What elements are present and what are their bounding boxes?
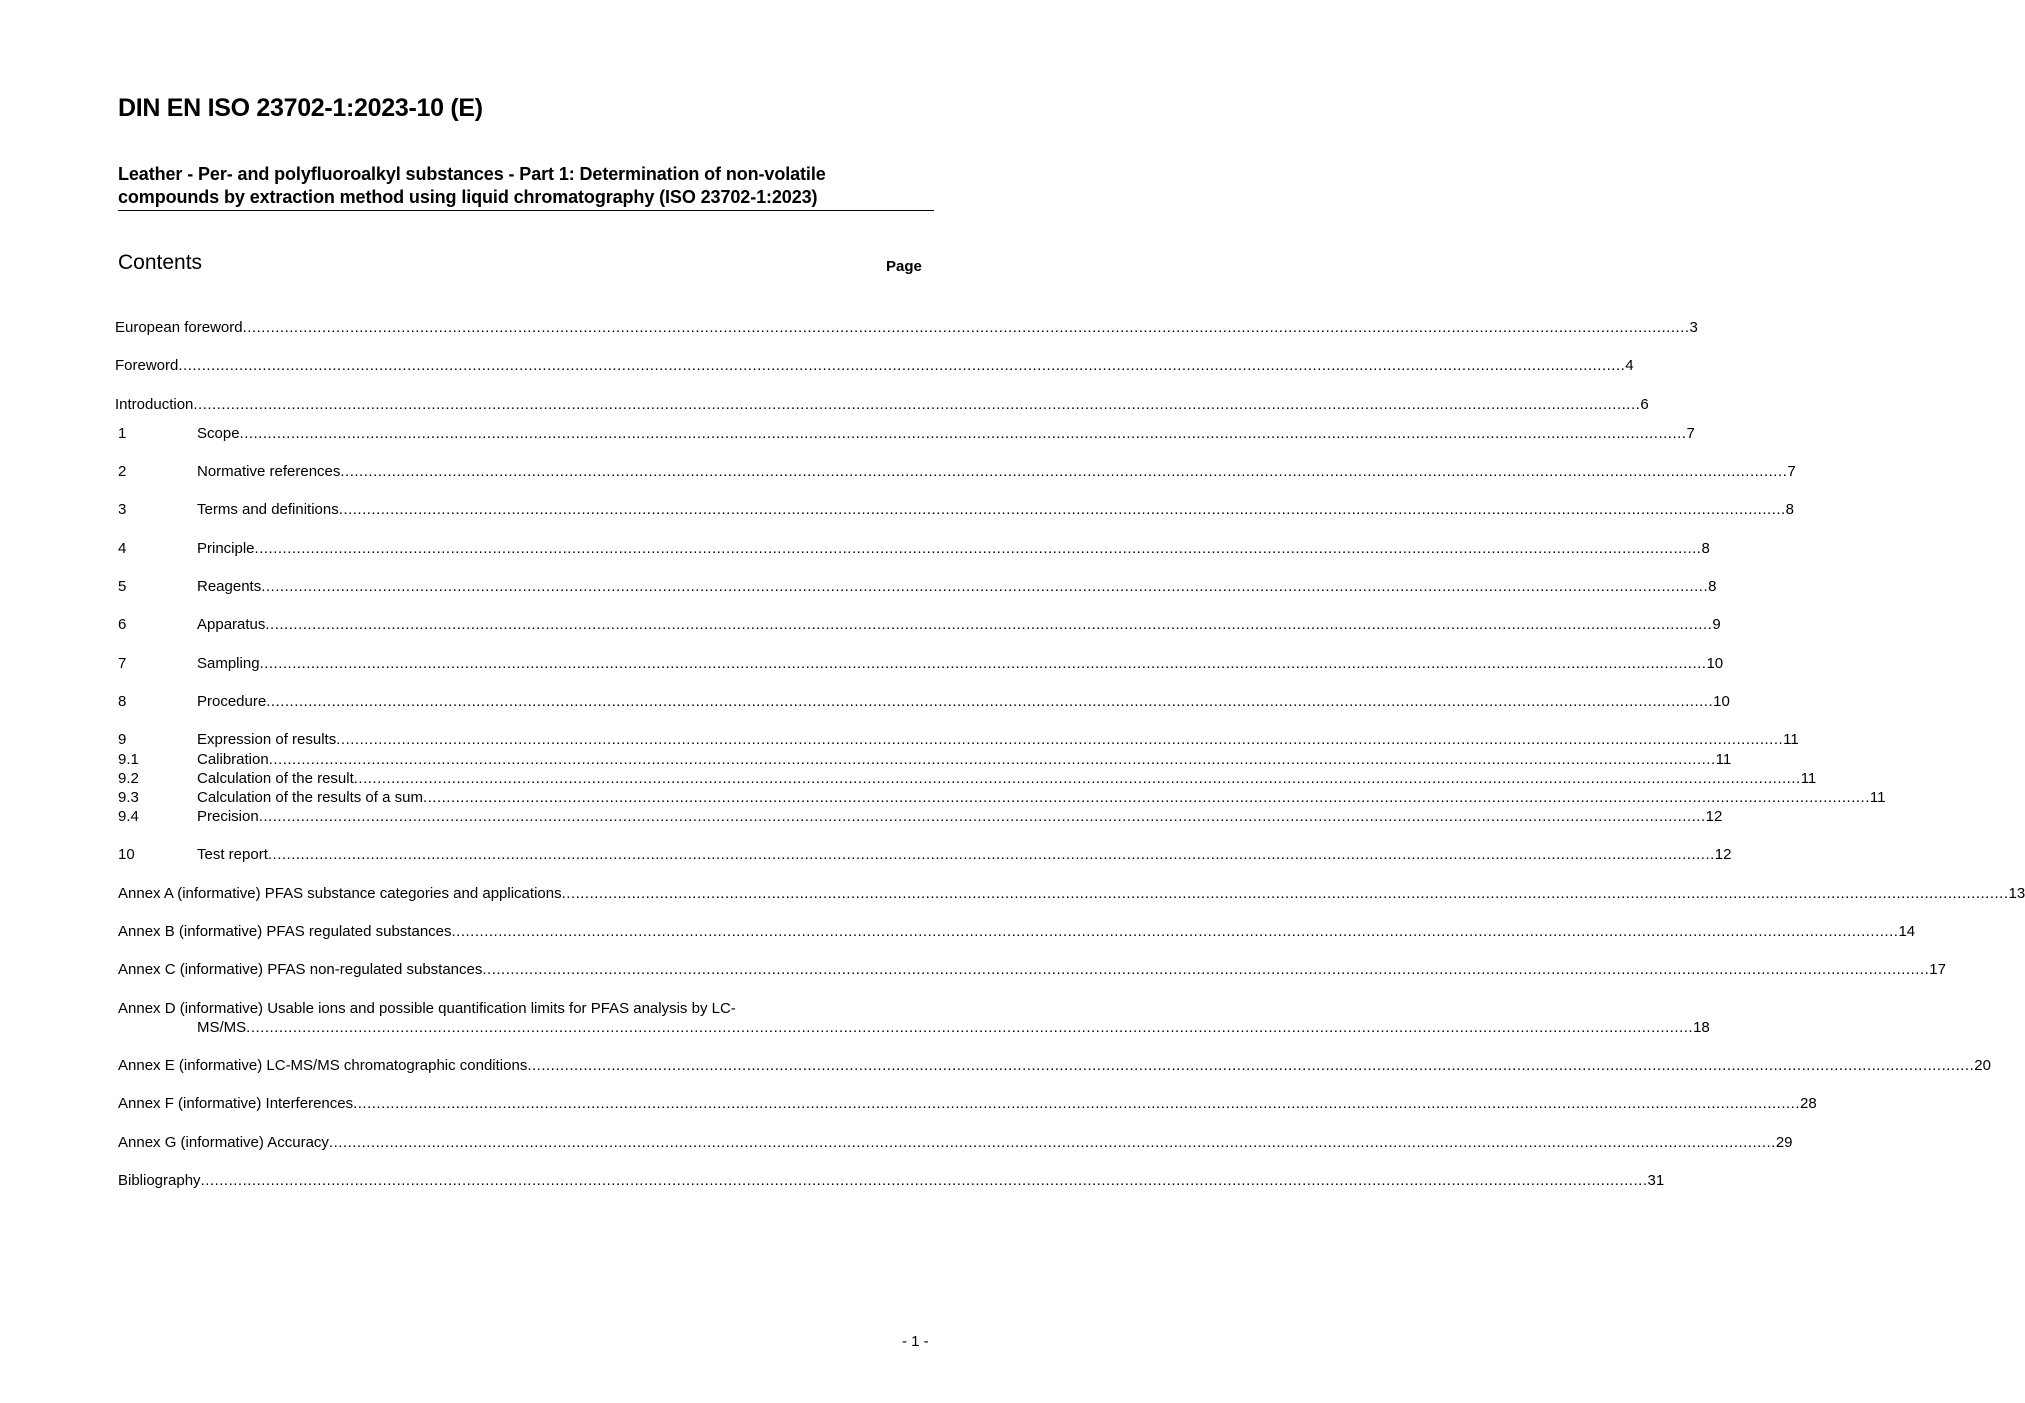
toc-page-number: 10 bbox=[1706, 655, 1724, 672]
toc-leader bbox=[482, 960, 1929, 980]
toc-leader bbox=[261, 577, 1708, 597]
toc-leader bbox=[353, 1094, 1800, 1114]
toc-leader bbox=[269, 750, 1716, 770]
toc-page-number: 6 bbox=[1640, 396, 1649, 413]
toc-page-number: 13 bbox=[2008, 885, 2025, 902]
toc-leader bbox=[193, 395, 1640, 415]
toc-entry-annex-b[interactable]: Annex B (informative) PFAS regulated substances ..... 14 bbox=[118, 922, 920, 942]
toc-page-number: 29 bbox=[1775, 1134, 1793, 1151]
subtitle-line-2: compounds by extraction method using liquid chromatography (ISO 23702-1:2023) bbox=[118, 187, 818, 207]
toc-page-number: 9 bbox=[1712, 616, 1721, 633]
toc-section-number: 3 bbox=[118, 501, 127, 518]
toc-entry-expression-of-results[interactable]: 9 Expression of results ..... 11 bbox=[118, 730, 920, 750]
toc-entry-bibliography[interactable]: Bibliography ..... 31 bbox=[118, 1171, 920, 1191]
toc-page-number: 28 bbox=[1800, 1095, 1817, 1112]
toc-section-number: 10 bbox=[118, 846, 135, 863]
toc-entry-procedure[interactable]: 8 Procedure ..... 10 bbox=[118, 692, 920, 712]
toc-entry-annex-g[interactable]: Annex G (informative) Accuracy ..... 29 bbox=[118, 1133, 920, 1153]
toc-section-number: 4 bbox=[118, 540, 127, 557]
toc-section-number: 1 bbox=[118, 425, 127, 442]
toc-leader bbox=[340, 462, 1787, 482]
toc-entry-annex-f[interactable]: Annex F (informative) Interferences ..... 28 bbox=[118, 1094, 920, 1114]
toc-leader bbox=[452, 922, 1899, 942]
toc-page-number: 7 bbox=[1787, 463, 1796, 480]
toc-page-number: 7 bbox=[1686, 425, 1695, 442]
toc-page-number: 8 bbox=[1701, 540, 1710, 557]
toc-page-number: 11 bbox=[1800, 770, 1817, 787]
subtitle-line-1: Leather - Per- and polyfluoroalkyl substances - Part 1: Determination of non-volatile bbox=[118, 164, 826, 184]
document-title: DIN EN ISO 23702-1:2023-10 (E) bbox=[118, 94, 483, 122]
toc-page-number: 11 bbox=[1715, 751, 1732, 768]
toc-leader bbox=[201, 1171, 1648, 1191]
toc-entry-terms-and-definitions[interactable]: 3 Terms and definitions ..... 8 bbox=[118, 500, 920, 520]
toc-section-number: 8 bbox=[118, 693, 127, 710]
footer-page-number: - 1 - bbox=[902, 1333, 929, 1350]
toc-leader bbox=[240, 424, 1687, 444]
toc-entry-normative-references[interactable]: 2 Normative references ..... 7 bbox=[118, 462, 920, 482]
toc-entry-reagents[interactable]: 5 Reagents ..... 8 bbox=[118, 577, 920, 597]
toc-leader bbox=[423, 788, 1870, 808]
toc-page-number: 8 bbox=[1708, 578, 1717, 595]
toc-entry-calculation-of-the-result[interactable]: 9.2 Calculation of the result ..... 11 bbox=[118, 769, 920, 789]
toc-section-number: 2 bbox=[118, 463, 127, 480]
toc-leader bbox=[354, 769, 1801, 789]
toc-leader bbox=[260, 654, 1707, 674]
toc-leader bbox=[266, 692, 1713, 712]
toc-page-number: 4 bbox=[1625, 357, 1634, 374]
toc-section-number: 9.2 bbox=[118, 770, 139, 787]
toc-leader bbox=[246, 1018, 1693, 1038]
toc-entry-principle[interactable]: 4 Principle ..... 8 bbox=[118, 539, 920, 559]
toc-entry-precision[interactable]: 9.4 Precision ..... 12 bbox=[118, 807, 920, 827]
toc-leader bbox=[336, 730, 1783, 750]
toc-leader bbox=[255, 539, 1702, 559]
toc-entry-introduction[interactable]: Introduction ..... 6 bbox=[115, 395, 918, 415]
toc-entry-calibration[interactable]: 9.1 Calibration ..... 11 bbox=[118, 750, 920, 770]
toc-page-number: 8 bbox=[1785, 501, 1795, 518]
toc-entry-sampling[interactable]: 7 Sampling ..... 10 bbox=[118, 654, 920, 674]
toc-entry-foreword[interactable]: Foreword ..... 4 bbox=[115, 356, 918, 376]
toc-page-number: 12 bbox=[1705, 808, 1723, 825]
toc-section-number: 7 bbox=[118, 655, 127, 672]
toc-leader bbox=[243, 318, 1690, 338]
page-column-heading: Page bbox=[886, 258, 922, 275]
toc-leader bbox=[265, 615, 1712, 635]
toc-section-number: 6 bbox=[118, 616, 127, 633]
toc-section-number: 9.4 bbox=[118, 808, 139, 825]
toc-section-number: 9.1 bbox=[118, 751, 139, 768]
toc-entry-scope[interactable]: 1 Scope ..... 7 bbox=[118, 424, 920, 444]
toc-page-number: 31 bbox=[1647, 1172, 1665, 1189]
toc-leader bbox=[329, 1133, 1776, 1153]
toc-page-number: 12 bbox=[1714, 846, 1732, 863]
toc-leader bbox=[178, 356, 1625, 376]
toc-page-number: 20 bbox=[1974, 1057, 1991, 1074]
toc-entry-annex-c[interactable]: Annex C (informative) PFAS non-regulated substances ..... 17 bbox=[118, 960, 920, 980]
toc-leader bbox=[268, 845, 1715, 865]
contents-heading: Contents bbox=[118, 251, 203, 274]
toc-page-number: 3 bbox=[1689, 319, 1698, 336]
toc-entry-annex-a[interactable]: Annex A (informative) PFAS substance categories and applications ..... 13 bbox=[118, 884, 920, 904]
toc-entry-apparatus[interactable]: 6 Apparatus ..... 9 bbox=[118, 615, 920, 635]
toc-leader bbox=[562, 884, 2009, 904]
toc-entry-calculation-of-the-results-of-a-sum[interactable]: 9.3 Calculation of the results of a sum ..... 11 bbox=[118, 788, 920, 808]
toc-entry-annex-d[interactable]: Annex D (informative) Usable ions and possible quantification limits for PFAS analysis by LC- bbox=[118, 1000, 736, 1017]
toc-leader bbox=[527, 1056, 1974, 1076]
document-subtitle bbox=[118, 163, 934, 211]
toc-page-number: 10 bbox=[1713, 693, 1730, 710]
toc-page-number: 17 bbox=[1929, 961, 1946, 978]
toc-leader bbox=[339, 500, 1786, 520]
toc-leader bbox=[259, 807, 1706, 827]
toc-entry-annex-e[interactable]: Annex E (informative) LC-MS/MS chromatographic conditions ..... 20 bbox=[118, 1056, 920, 1076]
toc-section-number: 9.3 bbox=[118, 789, 139, 806]
toc-entry-test-report[interactable]: 10 Test report ..... 12 bbox=[118, 845, 920, 865]
toc-page-number: 11 bbox=[1783, 731, 1799, 748]
toc-entry-annex-d-continued[interactable]: MS/MS ..... 18 bbox=[118, 1018, 920, 1038]
toc-entry-european-foreword[interactable]: European foreword ..... 3 bbox=[115, 318, 918, 338]
toc-page-number: 14 bbox=[1898, 923, 1916, 940]
toc-page-number: 18 bbox=[1693, 1019, 1710, 1036]
toc-page-number: 11 bbox=[1869, 789, 1886, 806]
toc-section-number: 9 bbox=[118, 731, 127, 748]
toc-section-number: 5 bbox=[118, 578, 127, 595]
